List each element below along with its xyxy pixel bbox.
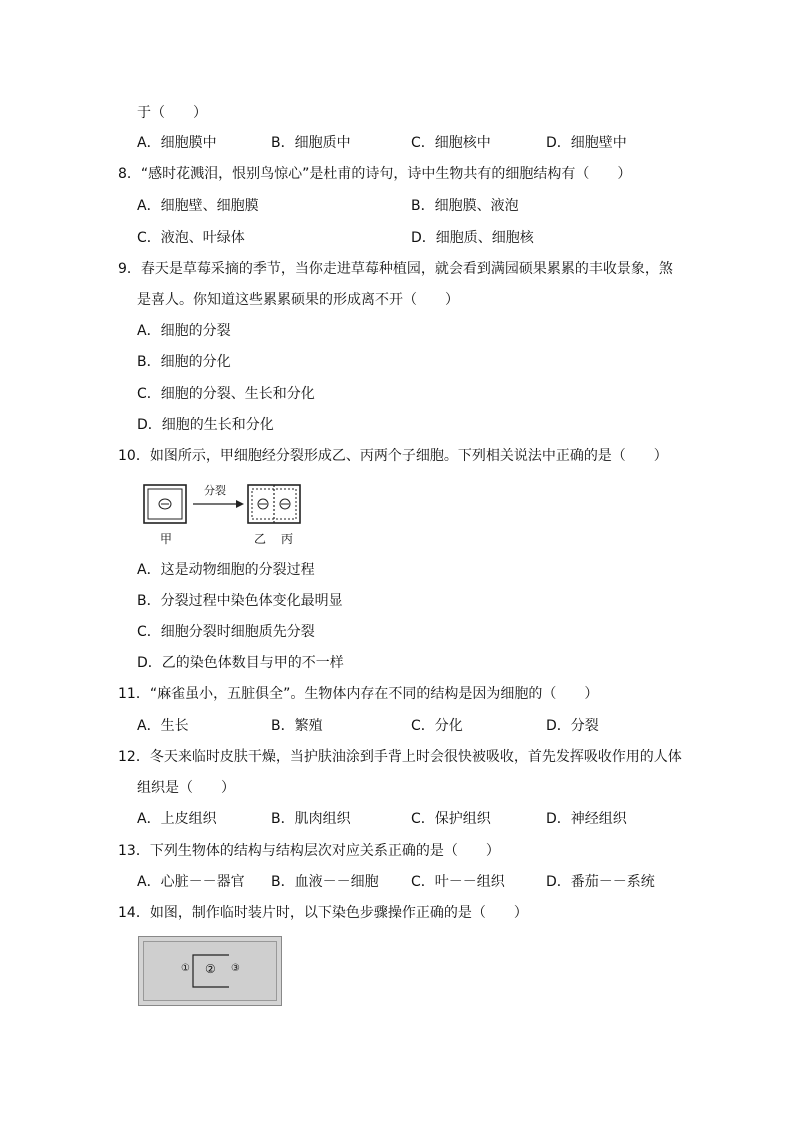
q8-stem: 8．“感时花溅泪，恨别鸟惊心”是杜甫的诗句，诗中生物共有的细胞结构有（ ）: [118, 166, 632, 182]
q9-stem-line2: 是喜人。你知道这些累累硕果的形成离不开（ ）: [137, 292, 459, 308]
q14-stem: 14．如图，制作临时装片时，以下染色步骤操作正确的是（ ）: [118, 905, 528, 921]
q12-option-d: D．神经组织: [546, 811, 627, 827]
q9-option-c: C．细胞的分裂、生长和分化: [137, 386, 315, 402]
q13-option-c: C．叶－－组织: [411, 874, 505, 890]
q11-stem: 11．“麻雀虽小，五脏俱全”。生物体内存在不同的结构是因为细胞的（ ）: [118, 686, 599, 702]
q7-stem-continuation: 于（ ）: [137, 105, 207, 121]
label-1: ①: [181, 963, 190, 974]
q13-option-b: B．血液－－细胞: [271, 874, 379, 890]
q12-option-c: C．保护组织: [411, 811, 491, 827]
q7-option-b: B．细胞质中: [271, 135, 351, 151]
q10-option-b: B．分裂过程中染色体变化最明显: [137, 593, 343, 609]
q11-option-c: C．分化: [411, 718, 463, 734]
q10-stem: 10．如图所示，甲细胞经分裂形成乙、丙两个子细胞。下列相关说法中正确的是（ ）: [118, 448, 668, 464]
q10-option-a: A．这是动物细胞的分裂过程: [137, 562, 315, 578]
q7-option-a: A．细胞膜中: [137, 135, 217, 151]
q13-stem: 13．下列生物体的结构与结构层次对应关系正确的是（ ）: [118, 843, 500, 859]
cell-division-figure: [138, 480, 308, 548]
q10-option-c: C．细胞分裂时细胞质先分裂: [137, 624, 315, 640]
q8-option-d: D．细胞质、细胞核: [411, 230, 534, 246]
cell-label-bing: 丙: [281, 532, 294, 546]
q13-option-d: D．番茄－－系统: [546, 874, 655, 890]
q11-option-d: D．分裂: [546, 718, 599, 734]
q9-stem-line1: 9．春天是草莓采摘的季节，当你走进草莓种植园，就会看到满园硕果累累的丰收景象，煞: [118, 261, 673, 277]
q10-option-d: D．乙的染色体数目与甲的不一样: [137, 655, 344, 671]
cell-label-yi: 乙: [254, 532, 267, 546]
label-3: ③: [231, 963, 240, 974]
label-2: ②: [205, 962, 216, 976]
cell-label-jia: 甲: [160, 532, 173, 546]
q11-option-b: B．繁殖: [271, 718, 323, 734]
q8-option-c: C．液泡、叶绿体: [137, 230, 245, 246]
q9-option-a: A．细胞的分裂: [137, 323, 231, 339]
q12-stem-line1: 12．冬天来临时皮肤干燥，当护肤油涂到手背上时会很快被吸收，首先发挥吸收作用的人体: [118, 749, 682, 765]
q12-option-b: B．肌肉组织: [271, 811, 351, 827]
q8-option-b: B．细胞膜、液泡: [411, 198, 519, 214]
q12-stem-line2: 组织是（ ）: [137, 780, 235, 796]
q8-option-a: A．细胞壁、细胞膜: [137, 198, 259, 214]
staining-figure: [138, 936, 282, 1006]
q9-option-b: B．细胞的分化: [137, 354, 231, 370]
q7-option-d: D．细胞壁中: [546, 135, 627, 151]
q9-option-d: D．细胞的生长和分化: [137, 417, 274, 433]
q11-option-a: A．生长: [137, 718, 189, 734]
arrow-label: 分裂: [204, 484, 226, 497]
q13-option-a: A．心脏－－器官: [137, 874, 245, 890]
q12-option-a: A．上皮组织: [137, 811, 217, 827]
q7-option-c: C．细胞核中: [411, 135, 491, 151]
